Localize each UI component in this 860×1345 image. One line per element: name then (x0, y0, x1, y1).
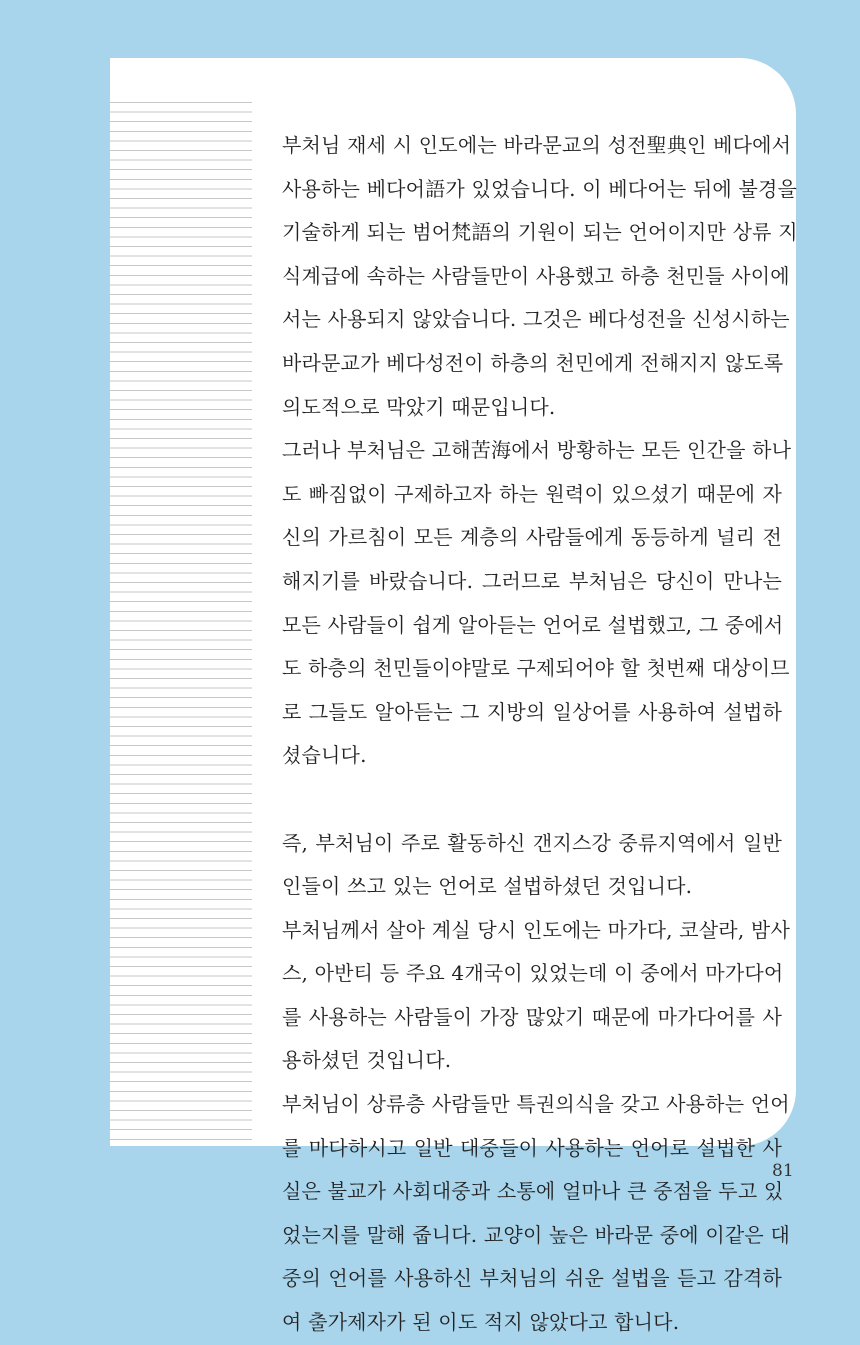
text-line: 도 하층의 천민들이야말로 구제되어야 할 첫번째 대상이므 (282, 656, 790, 681)
text-line: 바라문교가 베다성전이 하층의 천민에게 전해지지 않도록 (282, 350, 784, 375)
text-line: 스, 아반티 등 주요 4개국이 있었는데 이 중에서 마가다어 (282, 961, 784, 986)
paragraph (282, 909, 790, 1083)
text-line: 실은 불교가 사회대중과 소통에 얼마나 큰 중점을 두고 있 (282, 1179, 784, 1204)
text-line: 해지기를 바랐습니다. 그러므로 부처님은 당신이 만나는 (282, 568, 782, 593)
paragraph-gap (282, 778, 782, 822)
text-line: 도 빠짐없이 구제하고자 하는 원력이 있으셨기 때문에 자 (282, 481, 782, 506)
text-line: 를 마다하시고 일반 대중들이 사용하는 언어로 설법한 사 (282, 1135, 782, 1160)
text-line: 부처님 재세 시 인도에는 바라문교의 성전聖典인 베다에서 (282, 133, 792, 157)
text-line: 로 그들도 알아듣는 그 지방의 일상어를 사용하여 설법하 (282, 699, 782, 724)
paragraph (282, 822, 782, 909)
ruled-margin-decoration (110, 102, 252, 1142)
text-line: 용하셨던 것입니다. (282, 1048, 452, 1073)
text-line: 식계급에 속하는 사람들만이 사용했고 하층 천민들 사이에 (282, 263, 790, 288)
text-line: 었는지를 말해 줍니다. 교양이 높은 바라문 중에 이같은 대 (282, 1222, 790, 1247)
text-line: 그러나 부처님은 고해苦海에서 방황하는 모든 인간을 하나 (282, 438, 792, 463)
text-line: 모든 사람들이 쉽게 알아듣는 언어로 설법했고, 그 중에서 (282, 612, 784, 637)
text-line: 신의 가르침이 모든 계층의 사람들에게 동등하게 널리 전 (282, 525, 782, 550)
text-line: 의도적으로 막았기 때문입니다. (282, 394, 556, 419)
text-line: 인들이 쓰고 있는 언어로 설법하셨던 것입니다. (282, 874, 693, 899)
text-line: 부처님께서 살아 계실 당시 인도에는 마가다, 코살라, 밤사 (282, 917, 790, 942)
paragraph (282, 429, 792, 778)
text-line: 기술하게 되는 범어梵語의 기원이 되는 언어이지만 상류 지 (282, 220, 798, 245)
text-line: 를 사용하는 사람들이 가장 많았기 때문에 마가다어를 사 (282, 1004, 782, 1029)
page-number: 81 (772, 1161, 794, 1181)
text-line: 즉, 부처님이 주로 활동하신 갠지스강 중류지역에서 일반 (282, 830, 782, 855)
text-line: 부처님이 상류층 사람들만 특권의식을 갖고 사용하는 언어 (282, 1092, 790, 1117)
text-line: 여 출가제자가 된 이도 적지 않았다고 합니다. (282, 1310, 680, 1335)
text-line: 사용하는 베다어語가 있었습니다. 이 베다어는 뒤에 불경을 (282, 176, 798, 201)
text-line: 중의 언어를 사용하신 부처님의 쉬운 설법을 듣고 감격하 (282, 1266, 782, 1291)
text-line: 셨습니다. (282, 743, 367, 768)
text-line: 서는 사용되지 않았습니다. 그것은 베다성전을 신성시하는 (282, 307, 790, 332)
paragraph (282, 124, 798, 429)
